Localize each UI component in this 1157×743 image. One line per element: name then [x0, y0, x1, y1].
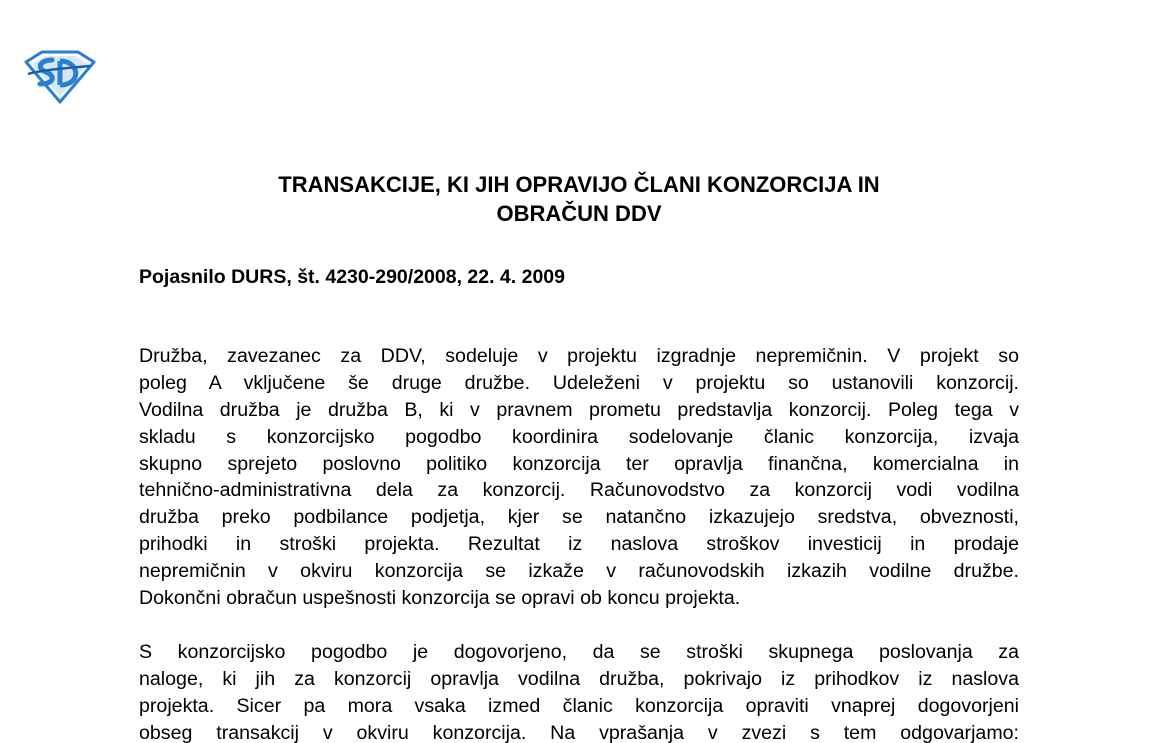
- sd-shield-logo-icon: [22, 48, 96, 104]
- document-title: [120, 170, 1038, 228]
- paragraph-line: tehnično-administrativna dela za konzorcij. Računovodstvo za konzorcij vodi vodilna: [139, 479, 1019, 502]
- paragraph-line: Družba, zavezanec za DDV, sodeluje v projektu izgradnje nepremičnin. V projekt so: [139, 345, 1019, 367]
- paragraph-line: Vodilna družba je družba B, ki v pravnem prometu predstavlja konzorcij. Poleg tega v: [139, 398, 1019, 421]
- paragraph-line: poleg A vključene še druge družbe. Udeleženi v projektu so ustanovili konzorcij.: [139, 371, 1019, 394]
- paragraph-line: naloge, ki jih za konzorcij opravlja vodilna družba, pokrivajo iz prihodkov iz naslova: [139, 667, 1019, 690]
- paragraph-line: skupno sprejeto poslovno politiko konzorcija ter opravlja finančna, komercialna in: [139, 452, 1019, 475]
- paragraph-line: družba preko podbilance podjetja, kjer se natančno izkazujejo sredstva, obveznosti,: [139, 506, 1019, 529]
- paragraph-line: skladu s konzorcijsko pogodbo koordinira sodelovanje članic konzorcija, izvaja: [139, 425, 1019, 448]
- paragraph-line: nepremičnin v okviru konzorcija se izkaže v računovodskih izkazih vodilne družbe.: [139, 560, 1019, 583]
- paragraph-line: obseg transakcij v okviru konzorcija. Na vprašanja v zvezi s tem odgovarjamo:: [139, 721, 1019, 743]
- paragraph-2: [139, 639, 1019, 743]
- paragraph-line: prihodki in stroški projekta. Rezultat iz naslova stroškov investicij in prodaje: [139, 533, 1019, 556]
- paragraph-line: Dokončni obračun uspešnosti konzorcija se opravi ob koncu projekta.: [139, 587, 741, 610]
- paragraph-line: projekta. Sicer pa mora vsaka izmed članic konzorcija opraviti vnaprej dogovorjeni: [139, 694, 1019, 717]
- title-line-1: TRANSAKCIJE, KI JIH OPRAVIJO ČLANI KONZORCIJA IN: [278, 172, 880, 197]
- title-line-2: OBRAČUN DDV: [496, 201, 662, 226]
- document-subtitle: Pojasnilo DURS, št. 4230-290/2008, 22. 4. 2009: [139, 266, 565, 288]
- paragraph-1: [139, 343, 1019, 612]
- paragraph-line: S konzorcijsko pogodbo je dogovorjeno, da se stroški skupnega poslovanja za: [139, 641, 1019, 663]
